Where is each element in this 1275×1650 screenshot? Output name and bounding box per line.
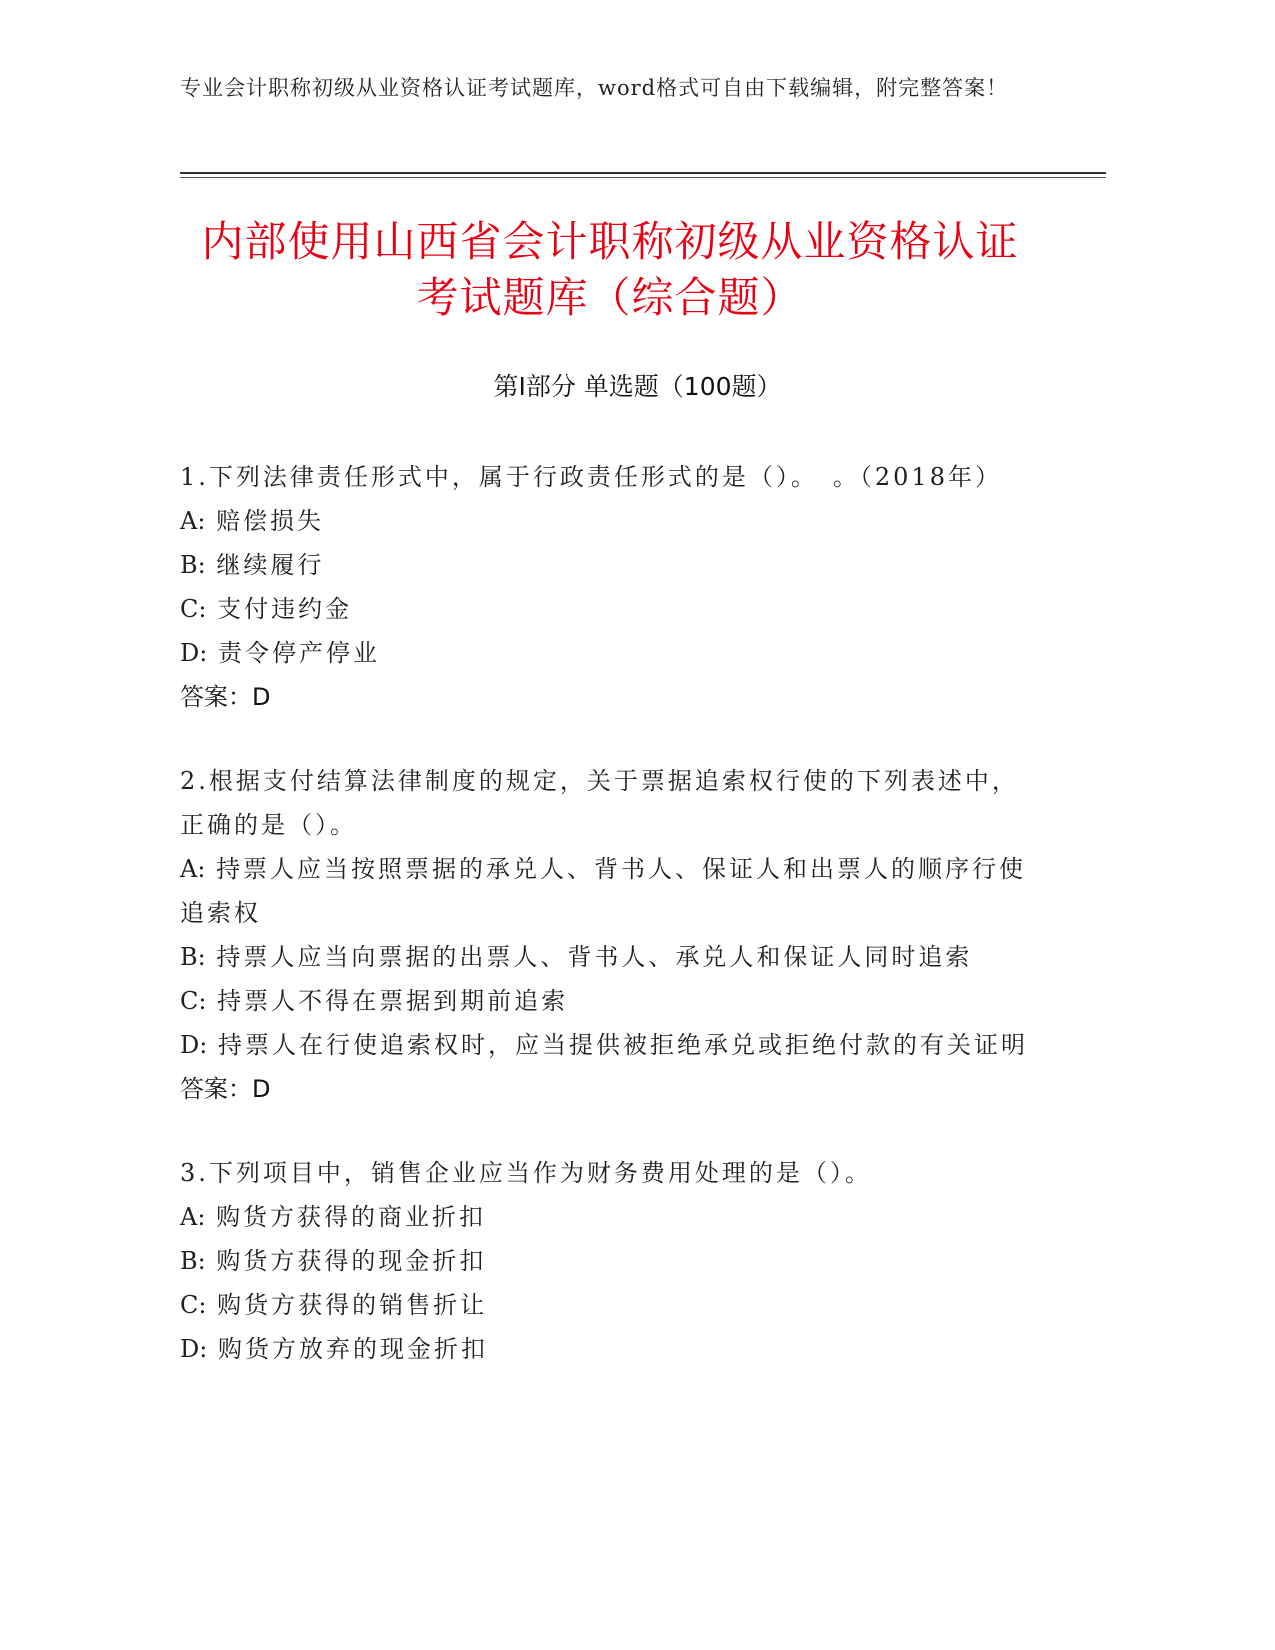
option-a — [180, 1195, 1030, 1239]
option-text: 持票人不得在票据到期前追索 — [217, 987, 569, 1015]
question-3 — [180, 1151, 1030, 1371]
document-title — [150, 214, 1070, 326]
option-letter: A: — [180, 855, 206, 883]
header-divider-thick — [180, 172, 1106, 174]
option-a — [180, 499, 1030, 543]
question-list — [180, 455, 1030, 1411]
option-letter: A: — [180, 1203, 206, 1231]
option-letter: C: — [180, 1291, 207, 1319]
option-letter: B: — [180, 1247, 206, 1275]
option-letter: A: — [180, 507, 206, 535]
option-b — [180, 1239, 1030, 1283]
option-d — [180, 1023, 1030, 1067]
option-text: 赔偿损失 — [216, 507, 325, 535]
header-note: 专业会计职称初级从业资格认证考试题库，word格式可自由下载编辑，附完整答案！ — [180, 76, 1009, 100]
option-b — [180, 935, 1030, 979]
option-text: 购货方获得的现金折扣 — [216, 1247, 487, 1275]
option-letter: B: — [180, 943, 206, 971]
section-title: 第Ⅰ部分 单选题（100题） — [493, 372, 782, 401]
option-text: 购货方获得的销售折让 — [217, 1291, 488, 1319]
question-1 — [180, 455, 1030, 719]
option-c — [180, 587, 1030, 631]
option-letter: C: — [180, 987, 207, 1015]
option-letter: D: — [180, 1031, 208, 1059]
option-text: 持票人在行使追索权时，应当提供被拒绝承兑或拒绝付款的有关证明 — [217, 1031, 1028, 1059]
option-c — [180, 1283, 1030, 1327]
question-text: 1.下列法律责任形式中，属于行政责任形式的是（）。 。（2018年） — [180, 463, 1002, 491]
option-b — [180, 543, 1030, 587]
document-title-line1: 内部使用山西省会计职称初级从业资格认证 — [201, 217, 1019, 266]
option-letter: D: — [180, 1335, 208, 1363]
header-divider-thin — [180, 177, 1106, 178]
option-letter: D: — [180, 639, 208, 667]
option-text: 持票人应当向票据的出票人、背书人、承兑人和保证人同时追索 — [216, 943, 973, 971]
option-a — [180, 847, 1030, 935]
question-text: 3.下列项目中，销售企业应当作为财务费用处理的是（）。 — [180, 1159, 872, 1187]
answer-line: 答案：D — [180, 1075, 271, 1103]
option-text: 购货方获得的商业折扣 — [216, 1203, 487, 1231]
option-letter: C: — [180, 595, 207, 623]
option-d — [180, 1327, 1030, 1371]
option-text: 支付违约金 — [217, 595, 353, 623]
answer-line: 答案：D — [180, 683, 271, 711]
question-text: 2.根据支付结算法律制度的规定，关于票据追索权行使的下列表述中，正确的是（）。 — [180, 767, 1019, 839]
option-text: 持票人应当按照票据的承兑人、背书人、保证人和出票人的顺序行使追索权 — [180, 855, 1027, 927]
option-text: 继续履行 — [216, 551, 325, 579]
option-c — [180, 979, 1030, 1023]
option-letter: B: — [180, 551, 206, 579]
option-text: 责令停产停业 — [217, 639, 380, 667]
document-title-line2: 考试题库（综合题） — [416, 273, 804, 322]
option-d — [180, 631, 1030, 675]
option-text: 购货方放弃的现金折扣 — [217, 1335, 488, 1363]
question-2 — [180, 759, 1030, 1111]
